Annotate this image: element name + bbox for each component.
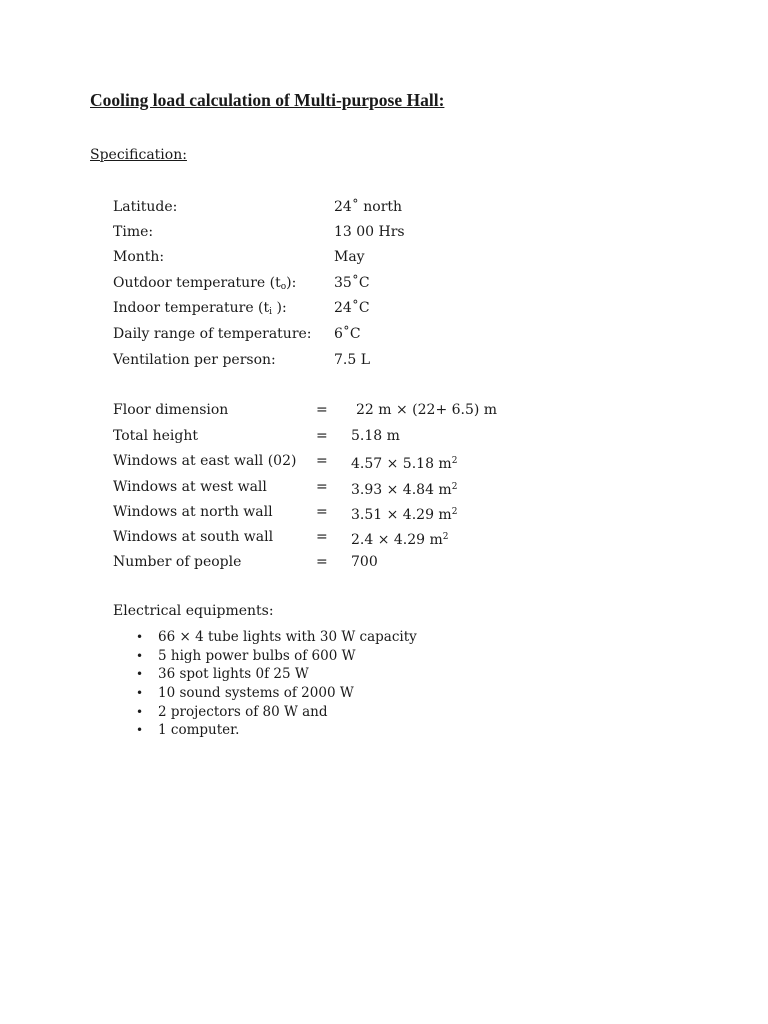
dim-row-west-windows: [0, 477, 768, 497]
bullet-icon: •: [136, 648, 144, 663]
dim-value: 5.18 m: [351, 428, 400, 444]
equipment-heading: Electrical equipments:: [113, 603, 274, 619]
spec-label-text: Outdoor temperature (t: [113, 275, 281, 291]
dim-value: [351, 477, 457, 500]
spec-row-month: [0, 247, 768, 267]
spec-row-outdoor-temperature: [0, 273, 768, 293]
spec-row-daily-range: [0, 324, 768, 344]
dim-label: Total height: [113, 428, 198, 444]
dim-label: Windows at north wall: [113, 504, 273, 520]
dim-row-north-windows: [0, 502, 768, 522]
spec-value: 24˚ north: [334, 199, 403, 215]
dim-value: [351, 527, 449, 550]
dim-label: Windows at east wall (02): [113, 453, 297, 469]
superscript: 2: [451, 507, 458, 517]
list-item: [136, 721, 417, 740]
dim-value: 700: [351, 554, 378, 570]
bullet-icon: •: [136, 723, 144, 738]
list-item: [136, 703, 417, 722]
spec-row-ventilation: [0, 350, 768, 370]
spec-label-text: Indoor temperature (t: [113, 300, 270, 316]
spec-label: Time:: [113, 224, 154, 240]
list-item-text: 2 projectors of 80 W and: [158, 703, 328, 720]
dim-row-east-windows: [0, 451, 768, 471]
dim-value-text: 2.4 × 4.29 m: [351, 532, 443, 548]
bullet-icon: •: [136, 667, 144, 682]
dim-label: Windows at south wall: [113, 529, 274, 545]
specification-heading: Specification:: [90, 147, 187, 163]
spec-label-text: ):: [272, 300, 287, 316]
equals-sign: =: [316, 504, 328, 520]
list-item-text: 5 high power bulbs of 600 W: [158, 647, 356, 664]
dim-value-text: 4.57 × 5.18 m: [351, 456, 452, 472]
dim-row-people: [0, 552, 768, 572]
spec-label: Month:: [113, 249, 165, 265]
dim-value: [351, 451, 457, 474]
list-item-text: 10 sound systems of 2000 W: [158, 685, 354, 702]
bullet-icon: •: [136, 630, 144, 644]
spec-value: 24˚C: [334, 300, 370, 316]
list-item-text: 36 spot lights 0f 25 W: [158, 666, 309, 683]
spec-label: Ventilation per person:: [113, 352, 276, 368]
list-item-text: 1 computer.: [158, 722, 240, 739]
dim-label: Number of people: [113, 554, 242, 570]
equals-sign: =: [316, 529, 328, 545]
bullet-icon: •: [136, 686, 144, 701]
spec-label: Latitude:: [113, 199, 178, 215]
equals-sign: =: [316, 453, 328, 469]
equals-sign: =: [316, 479, 328, 495]
dim-value: 22 m × (22+ 6.5) m: [356, 402, 498, 418]
superscript: 2: [442, 532, 449, 542]
spec-label: [113, 273, 296, 297]
spec-row-latitude: [0, 197, 768, 217]
dim-value-text: 3.93 × 4.84 m: [351, 482, 452, 498]
superscript: 2: [451, 482, 458, 492]
dim-value: [351, 502, 457, 525]
spec-row-time: [0, 222, 768, 242]
spec-label-text: ):: [286, 275, 297, 291]
dim-row-south-windows: [0, 527, 768, 547]
list-item-text: 66 × 4 tube lights with 30 W capacity: [158, 629, 417, 645]
equals-sign: =: [316, 554, 328, 570]
spec-value: 35˚C: [334, 275, 370, 291]
equals-sign: =: [316, 402, 328, 418]
equals-sign: =: [316, 428, 328, 444]
dim-row-height: [0, 426, 768, 446]
superscript: 2: [451, 456, 458, 466]
dim-label: Floor dimension: [113, 402, 229, 418]
bullet-icon: •: [136, 704, 144, 719]
page-title: Cooling load calculation of Multi-purpose Hall:: [90, 90, 445, 110]
spec-value: 7.5 L: [334, 352, 371, 368]
list-item: [136, 684, 417, 703]
dim-row-floor: [0, 400, 768, 420]
spec-label: [113, 298, 287, 322]
list-item: [136, 628, 417, 647]
spec-row-indoor-temperature: [0, 298, 768, 318]
spec-value: 6˚C: [334, 326, 361, 342]
equipment-list: [136, 628, 417, 740]
list-item: [136, 647, 417, 666]
spec-value: May: [334, 249, 365, 265]
dim-value-text: 3.51 × 4.29 m: [351, 507, 452, 523]
spec-value: 13 00 Hrs: [334, 224, 405, 240]
dim-label: Windows at west wall: [113, 479, 267, 495]
list-item: [136, 665, 417, 684]
spec-label: Daily range of temperature:: [113, 326, 312, 342]
subscript: i: [269, 307, 273, 317]
subscript: o: [280, 282, 287, 292]
